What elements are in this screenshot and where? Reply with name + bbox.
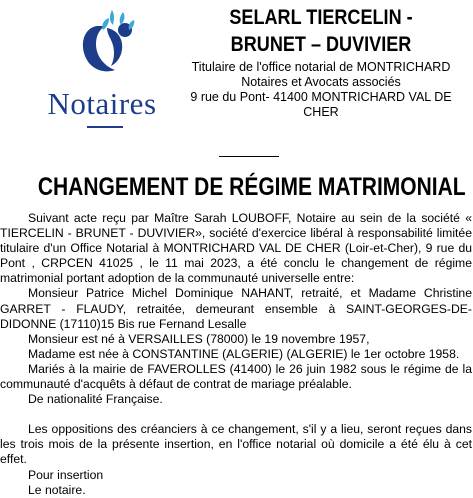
firm-details (180, 60, 462, 120)
logo-underline (87, 126, 123, 128)
paragraph-insertion: Pour insertion (28, 467, 104, 482)
paragraph-oppositions: Les oppositions des créanciers à ce changement, s'il y a lieu, seront reçues dans les trois mois de la présente insertion, en l'office notarial où domicile a été élu à cet effet. (0, 422, 472, 467)
paragraph-spacer (0, 407, 472, 422)
notice-body (0, 211, 472, 498)
divider (219, 156, 279, 157)
notaires-logo (27, 8, 177, 130)
paragraph-husband-birth: Monsieur est né à VERSAILLES (78000) le 19 novembre 1957, (28, 331, 370, 346)
firm-address-line: 9 rue du Pont- 41400 MONTRICHARD VAL DE CHER (190, 90, 452, 119)
logo-wordmark: Notaires (47, 86, 157, 121)
firm-office-line: Titulaire de l'office notarial de MONTRICHARD (191, 60, 451, 74)
notaires-emblem-icon (49, 8, 154, 88)
paragraph-wife-birth: Madame est née à CONSTANTINE (ALGERIE) (ALGERIE) le 1er octobre 1958. (28, 346, 460, 361)
paragraph-parties: Monsieur Patrice Michel Dominique NAHANT, retraité, et Madame Christine GARRET - FLAUDY, retraitée, demeurant ensemble à SAINT-GEORGES-DE-DIDONNE (17110)15 Bis rue Fernand Lesalle (0, 286, 472, 331)
firm-name: SELARL TIERCELIN - BRUNET – DUVIVIER (229, 6, 413, 56)
notice-title: CHANGEMENT DE RÉGIME MATRIMONIAL (37, 173, 466, 201)
paragraph-nationality: De nationalité Française. (28, 392, 163, 407)
paragraph-signature: Le notaire. (28, 482, 86, 497)
paragraph-marriage: Mariés à la mairie de FAVEROLLES (41400) le 26 juin 1982 sous le régime de la communauté d'acquêts à défaut de contrat de mariage préalable. (0, 361, 472, 392)
paragraph-act: Suivant acte reçu par Maître Sarah LOUBOFF, Notaire au sein de la société « TIERCELIN - BRUNET - DUVIVIER», société d'exercice libéral à responsabilité limitée titulaire d'un Office Notarial à MONTRICHARD VAL DE CHER (Loir-et-Cher), 9 rue du Pont , CRPCEN 41025 , le 11 mai 2023, a été conclu le changement de régime matrimonial portant adoption de la communauté universelle entre: (0, 211, 472, 286)
firm-partners-line: Notaires et Avocats associés (241, 75, 401, 89)
